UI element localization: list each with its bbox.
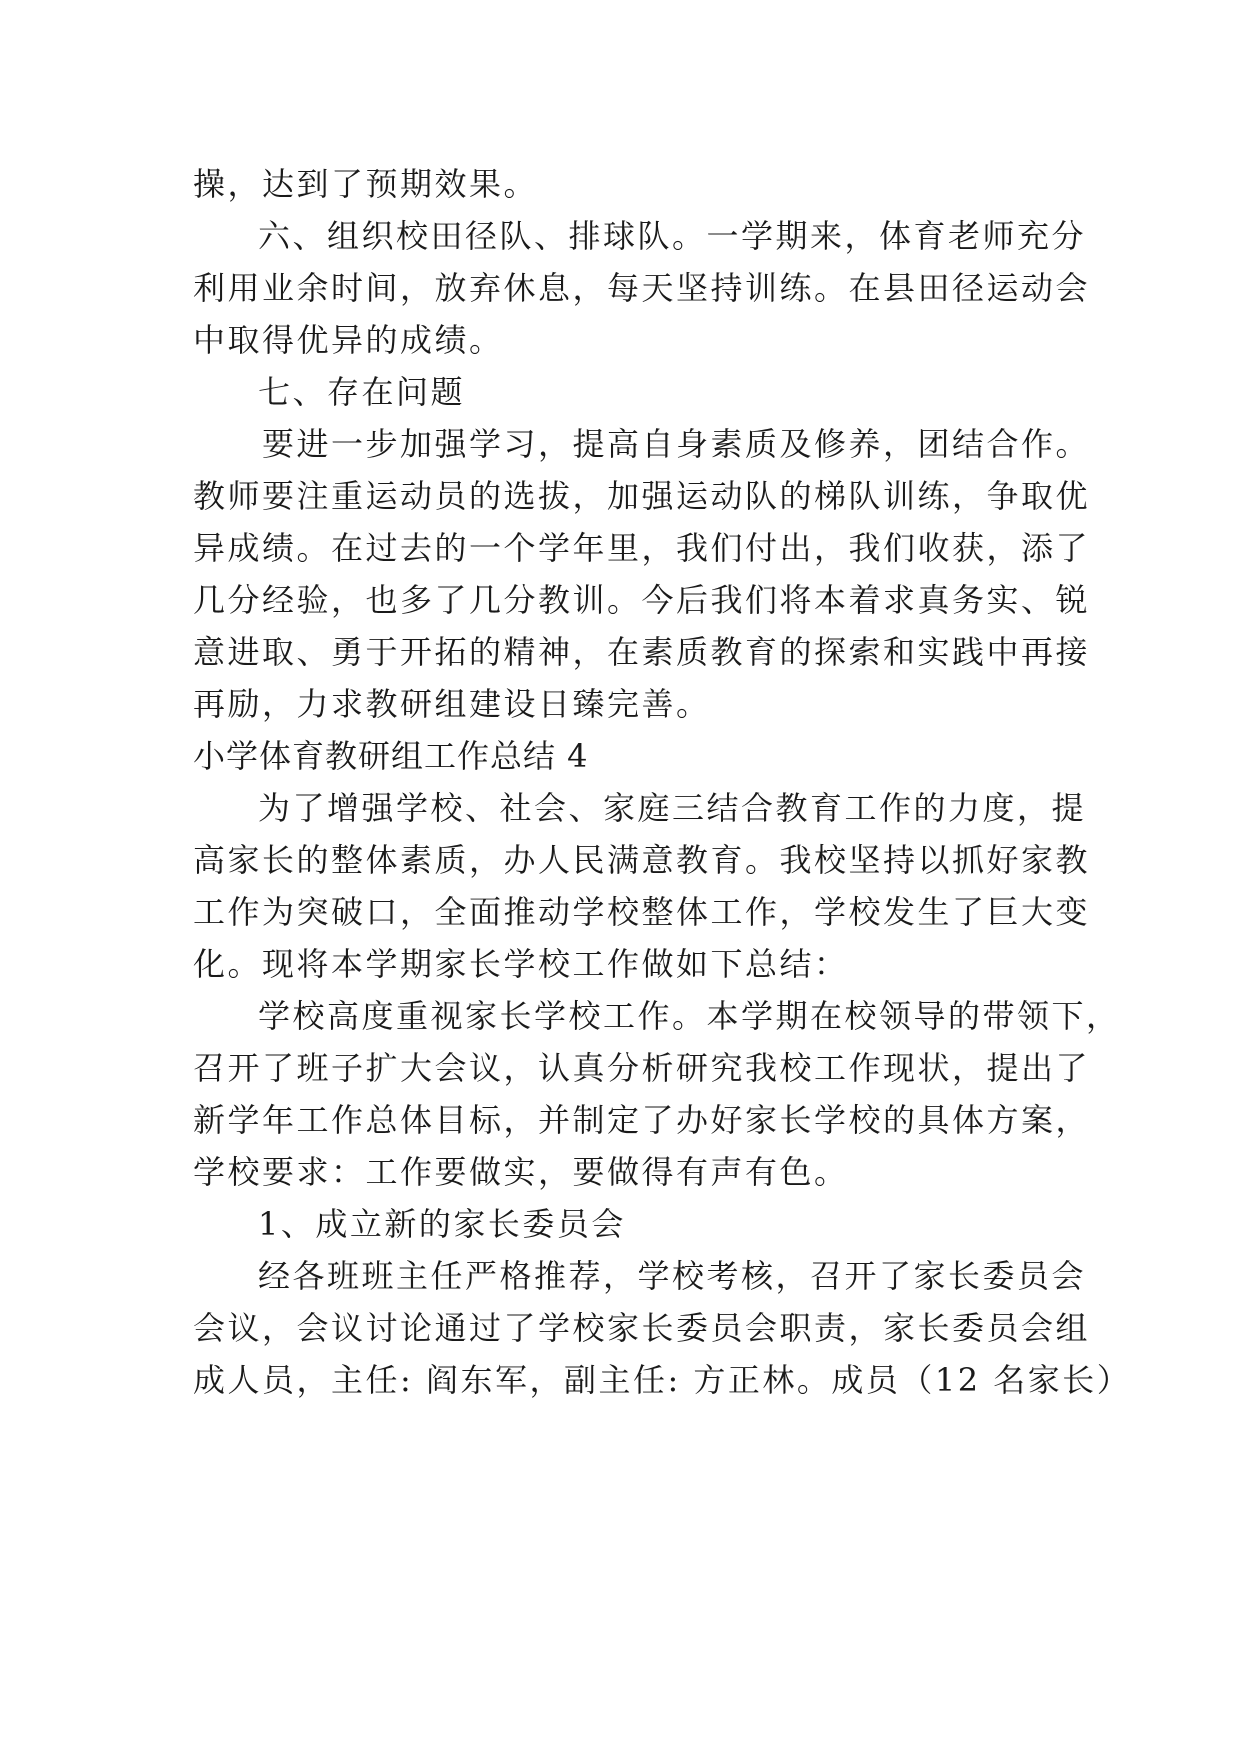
text-line: 工作为突破口，全面推动学校整体工作，学校发生了巨大变	[193, 893, 1091, 931]
text-line: 为了增强学校、社会、家庭三结合教育工作的力度，提	[258, 789, 1087, 827]
document-title: 小学体育教研组工作总结 4	[193, 737, 589, 775]
text-line: 六、组织校田径队、排球队。一学期来，体育老师充分	[258, 217, 1087, 255]
text-line: 中取得优异的成绩。	[193, 321, 504, 359]
text-line: 要进一步加强学习，提高自身素质及修养，团结合作。	[262, 425, 1091, 463]
text-line: 成人员，主任: 阎东军，副主任: 方正林。成员（12 名家长）	[193, 1361, 1132, 1399]
section-heading: 七、存在问题	[258, 373, 466, 411]
text-line: 会议，会议讨论通过了学校家长委员会职责，家长委员会组	[193, 1309, 1091, 1347]
text-line: 新学年工作总体目标，并制定了办好家长学校的具体方案，	[193, 1101, 1091, 1139]
text-line: 异成绩。在过去的一个学年里，我们付出，我们收获，添了	[193, 529, 1091, 567]
section-heading: 1、成立新的家长委员会	[258, 1205, 626, 1243]
text-line: 教师要注重运动员的选拔，加强运动队的梯队训练，争取优	[193, 477, 1091, 515]
text-line: 利用业余时间，放弃休息，每天坚持训练。在县田径运动会	[193, 269, 1091, 307]
text-line: 操，达到了预期效果。	[193, 165, 539, 203]
text-line: 学校要求：工作要做实，要做得有声有色。	[193, 1153, 849, 1191]
text-line: 高家长的整体素质，办人民满意教育。我校坚持以抓好家教	[193, 841, 1091, 879]
text-line: 经各班班主任严格推荐，学校考核，召开了家长委员会	[258, 1257, 1087, 1295]
text-line: 再励，力求教研组建设日臻完善。	[193, 685, 711, 723]
text-line: 化。现将本学期家长学校工作做如下总结：	[193, 945, 849, 983]
text-line: 召开了班子扩大会议，认真分析研究我校工作现状，提出了	[193, 1049, 1091, 1087]
text-line: 几分经验，也多了几分教训。今后我们将本着求真务实、锐	[193, 581, 1091, 619]
text-line: 意进取、勇于开拓的精神，在素质教育的探索和实践中再接	[193, 633, 1091, 671]
text-line: 学校高度重视家长学校工作。本学期在校领导的带领下，	[258, 997, 1121, 1035]
